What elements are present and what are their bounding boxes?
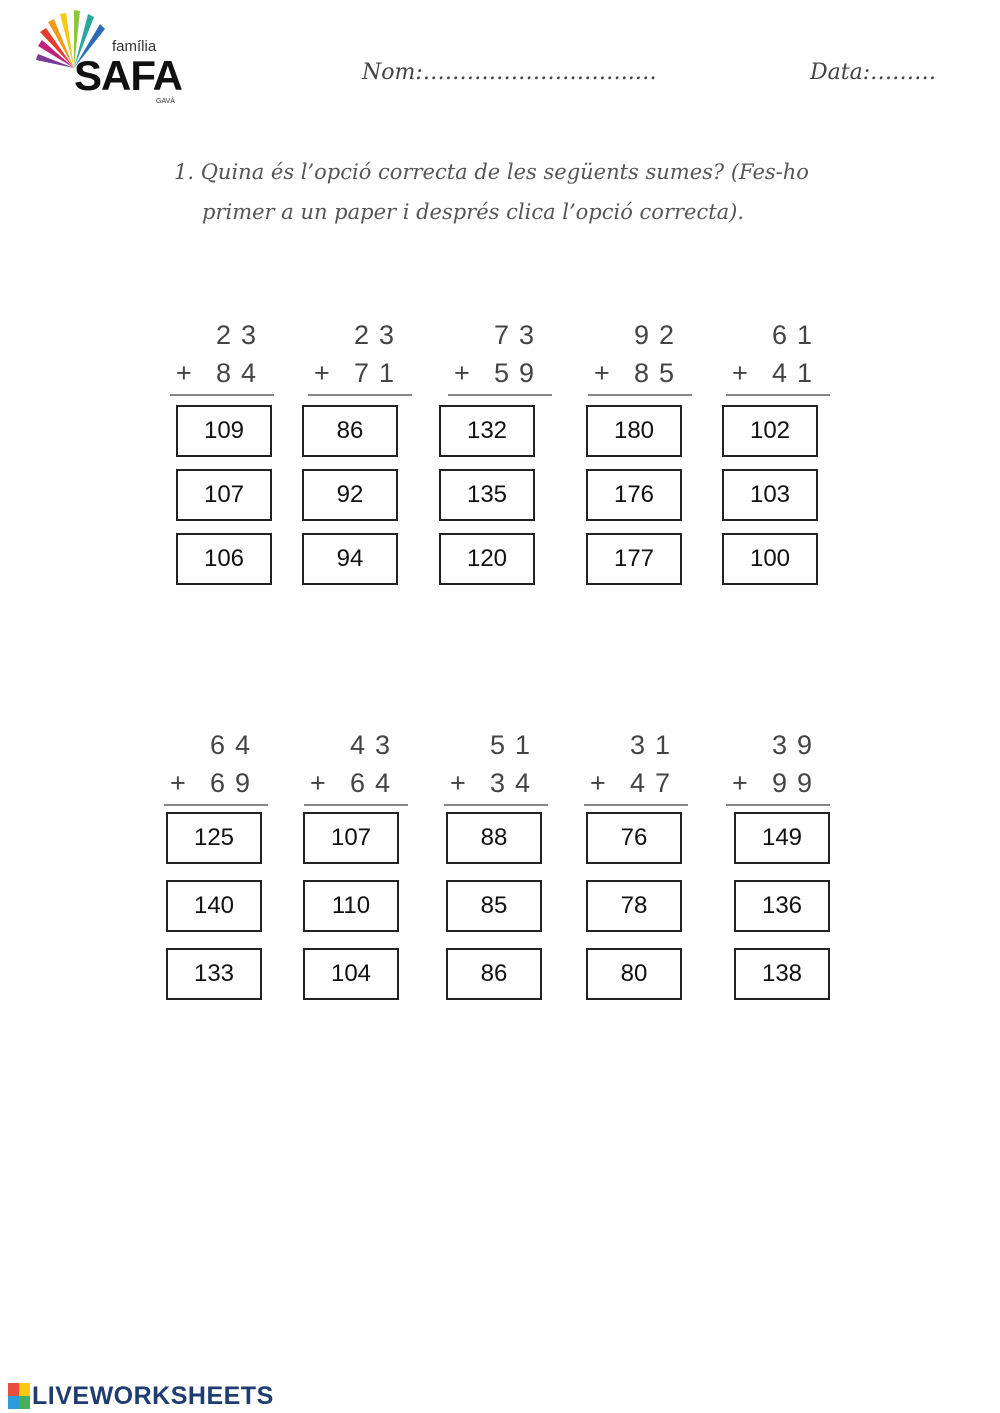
sum-rule xyxy=(304,804,408,806)
answer-option[interactable]: 92 xyxy=(302,469,398,521)
plus-sign: + xyxy=(454,358,470,388)
answer-option[interactable]: 102 xyxy=(722,405,818,457)
instruction-line-1: 1. Quina és l’opció correcta de les següents sumes? (Fes-ho xyxy=(174,160,809,184)
addend-top: 51 xyxy=(489,730,540,760)
plus-sign: + xyxy=(310,768,326,798)
addend-top: 61 xyxy=(771,320,822,350)
answer-option[interactable]: 86 xyxy=(302,405,398,457)
liveworksheets-logo-icon xyxy=(8,1383,30,1409)
addend-top: 23 xyxy=(215,320,266,350)
answer-option[interactable]: 135 xyxy=(439,469,535,521)
answer-option[interactable]: 149 xyxy=(734,812,830,864)
answer-option[interactable]: 103 xyxy=(722,469,818,521)
answer-option[interactable]: 133 xyxy=(166,948,262,1000)
answer-option[interactable]: 100 xyxy=(722,533,818,585)
liveworksheets-brand xyxy=(8,1381,274,1411)
plus-sign: + xyxy=(732,358,748,388)
logo-familia-text: família xyxy=(112,38,157,55)
plus-sign: + xyxy=(590,768,606,798)
sum-rule xyxy=(588,394,692,396)
sum-rule xyxy=(308,394,412,396)
answer-option[interactable]: 104 xyxy=(303,948,399,1000)
answer-option[interactable]: 88 xyxy=(446,812,542,864)
addend-bottom: 85 xyxy=(633,358,684,388)
addend-top: 43 xyxy=(349,730,400,760)
safa-logo xyxy=(34,8,194,108)
addend-bottom: 41 xyxy=(771,358,822,388)
addend-bottom: 84 xyxy=(215,358,266,388)
instruction-line-2: primer a un paper i després clica l’opció correcta). xyxy=(202,200,745,224)
answer-option[interactable]: 78 xyxy=(586,880,682,932)
addend-bottom: 64 xyxy=(349,768,400,798)
answer-option[interactable]: 106 xyxy=(176,533,272,585)
logo-gava-text: GAVÀ xyxy=(156,98,175,105)
addend-bottom: 99 xyxy=(771,768,822,798)
sum-rule xyxy=(170,394,274,396)
plus-sign: + xyxy=(450,768,466,798)
liveworksheets-text: LIVEWORKSHEETS xyxy=(32,1381,274,1410)
answer-option[interactable]: 125 xyxy=(166,812,262,864)
answer-option[interactable]: 176 xyxy=(586,469,682,521)
plus-sign: + xyxy=(314,358,330,388)
sum-rule xyxy=(584,804,688,806)
answer-option[interactable]: 138 xyxy=(734,948,830,1000)
answer-option[interactable]: 85 xyxy=(446,880,542,932)
addend-top: 39 xyxy=(771,730,822,760)
sum-rule xyxy=(726,804,830,806)
sum-rule xyxy=(448,394,552,396)
answer-option[interactable]: 177 xyxy=(586,533,682,585)
addend-bottom: 34 xyxy=(489,768,540,798)
plus-sign: + xyxy=(176,358,192,388)
plus-sign: + xyxy=(594,358,610,388)
answer-option[interactable]: 140 xyxy=(166,880,262,932)
name-field: Nom:………………………..… xyxy=(362,60,657,85)
answer-option[interactable]: 110 xyxy=(303,880,399,932)
answer-option[interactable]: 86 xyxy=(446,948,542,1000)
logo-safa-text: SAFA xyxy=(74,52,183,99)
answer-option[interactable]: 132 xyxy=(439,405,535,457)
answer-option[interactable]: 76 xyxy=(586,812,682,864)
answer-option[interactable]: 180 xyxy=(586,405,682,457)
answer-option[interactable]: 107 xyxy=(176,469,272,521)
plus-sign: + xyxy=(170,768,186,798)
addend-top: 31 xyxy=(629,730,680,760)
answer-option[interactable]: 80 xyxy=(586,948,682,1000)
sum-rule xyxy=(726,394,830,396)
answer-option[interactable]: 120 xyxy=(439,533,535,585)
plus-sign: + xyxy=(732,768,748,798)
answer-option[interactable]: 136 xyxy=(734,880,830,932)
addend-bottom: 69 xyxy=(209,768,260,798)
addend-bottom: 47 xyxy=(629,768,680,798)
addend-bottom: 71 xyxy=(353,358,404,388)
addend-top: 73 xyxy=(493,320,544,350)
addend-top: 64 xyxy=(209,730,260,760)
date-field: Data:……… xyxy=(810,60,937,85)
sum-rule xyxy=(164,804,268,806)
addend-top: 92 xyxy=(633,320,684,350)
addend-bottom: 59 xyxy=(493,358,544,388)
answer-option[interactable]: 94 xyxy=(302,533,398,585)
answer-option[interactable]: 107 xyxy=(303,812,399,864)
addend-top: 23 xyxy=(353,320,404,350)
answer-option[interactable]: 109 xyxy=(176,405,272,457)
sum-rule xyxy=(444,804,548,806)
